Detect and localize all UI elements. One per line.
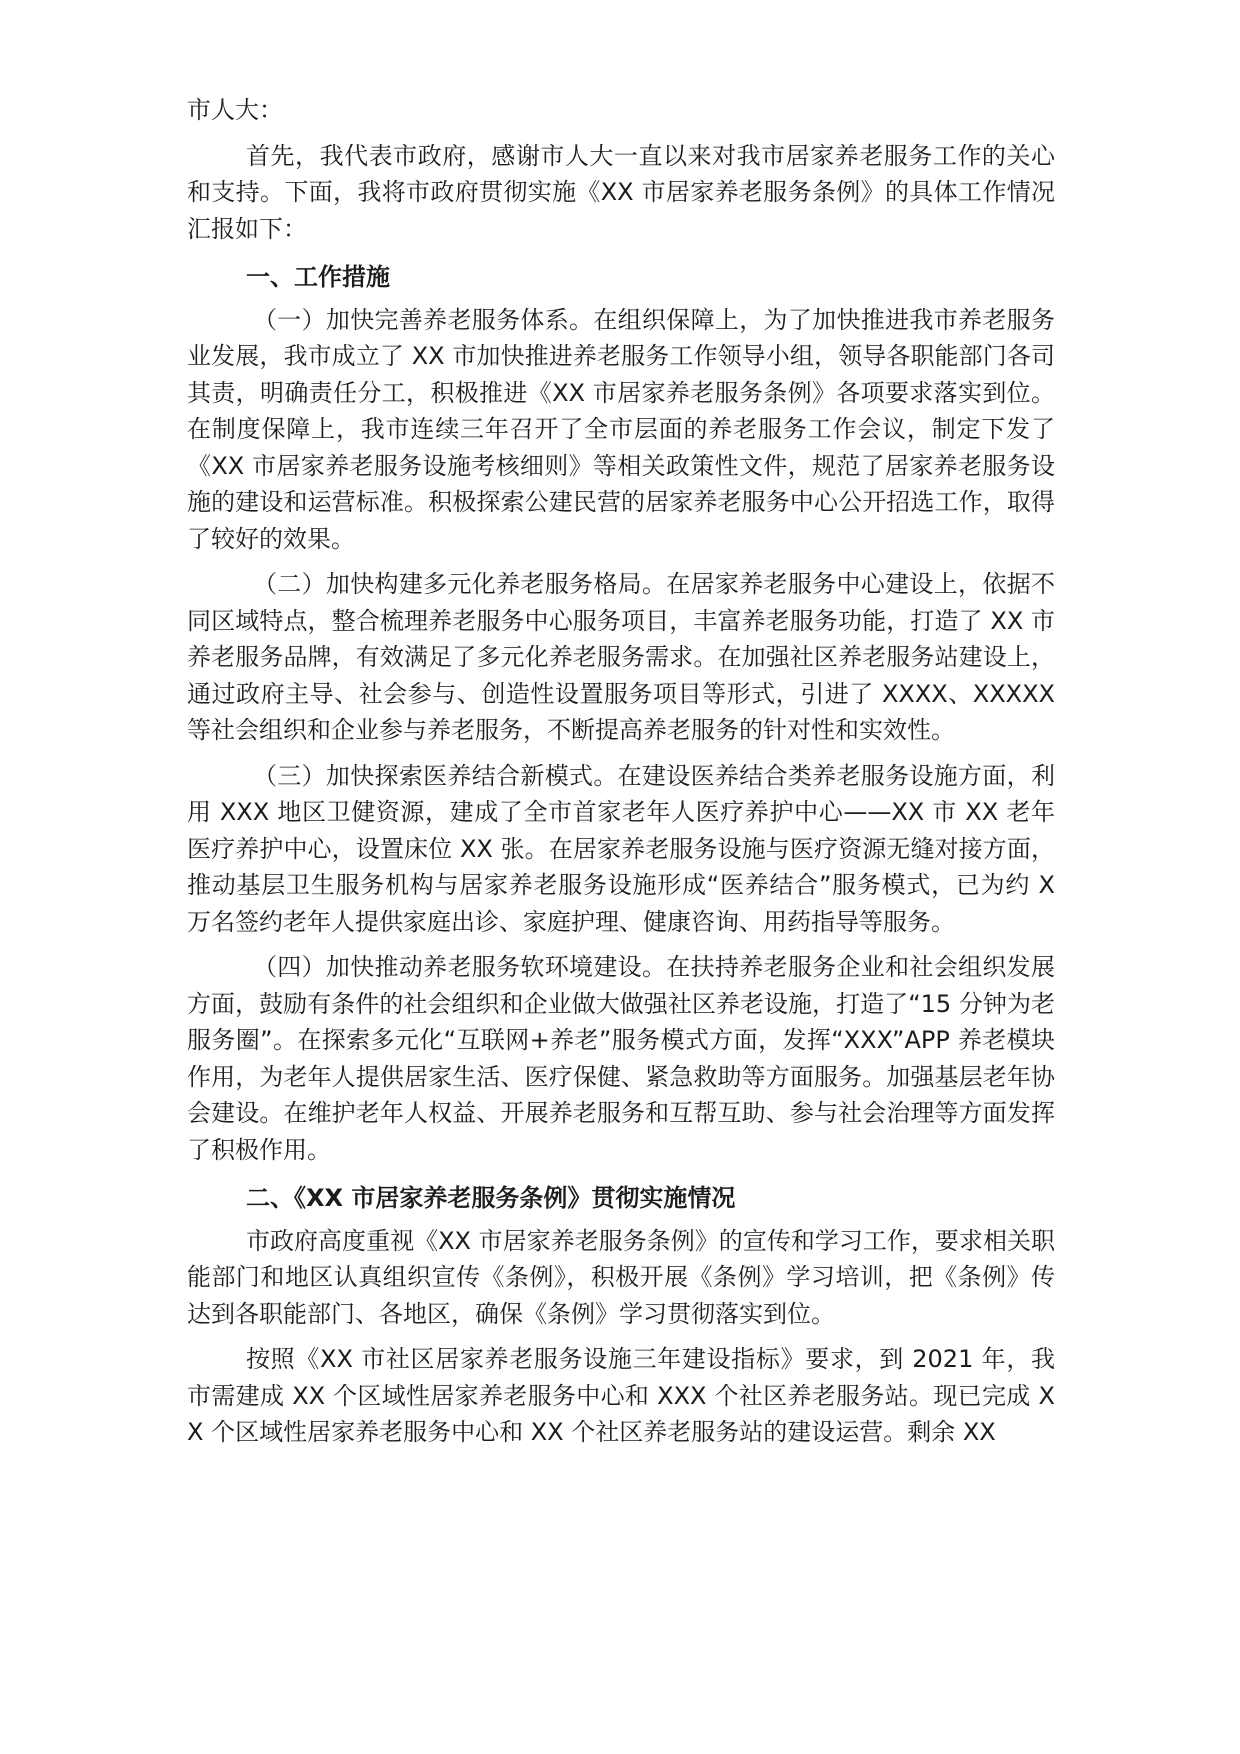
body-paragraph: （二）加快构建多元化养老服务格局。在居家养老服务中心建设上，依据不同区域特点，整合梳理养老服务中心服务项目，丰富养老服务功能，打造了 XX 市养老服务品牌，有效满足了多元化养老服务需求。在加强社区养老服务站建设上，通过政府主导、社会参与、创造性设置服务项目等形式，引进了 XXXX、XXXXX 等社会组织和企业参与养老服务，不断提高养老服务的针对性和实效性。 <box>187 570 1055 744</box>
section-heading-2: 二、《XX 市居家养老服务条例》贯彻实施情况 <box>246 1184 736 1212</box>
salutation: 市人大： <box>187 96 283 124</box>
section-heading-1: 一、工作措施 <box>246 263 390 291</box>
body-paragraph: （四）加快推动养老服务软环境建设。在扶持养老服务企业和社会组织发展方面，鼓励有条件的社会组织和企业做大做强社区养老设施，打造了“15 分钟为老服务圈”。在探索多元化“互联网+养老”服务模式方面，发挥“XXX”APP 养老模块作用，为老年人提供居家生活、医疗保健、紧急救助等方面服务。加强基层老年协会建设。在维护老年人权益、开展养老服务和互帮互助、参与社会治理等方面发挥了积极作用。 <box>187 953 1055 1164</box>
body-paragraph: （一）加快完善养老服务体系。在组织保障上，为了加快推进我市养老服务业发展，我市成立了 XX 市加快推进养老服务工作领导小组，领导各职能部门各司其责，明确责任分工，积极推进《XX 市居家养老服务条例》各项要求落实到位。在制度保障上，我市连续三年召开了全市层面的养老服务工作会议，制定下发了《XX 市居家养老服务设施考核细则》等相关政策性文件，规范了居家养老服务设施的建设和运营标准。积极探索公建民营的居家养老服务中心公开招选工作，取得了较好的效果。 <box>187 305 1055 553</box>
intro-paragraph: 首先，我代表市政府，感谢市人大一直以来对我市居家养老服务工作的关心和支持。下面，我将市政府贯彻实施《XX 市居家养老服务条例》的具体工作情况汇报如下： <box>187 141 1055 243</box>
body-paragraph: 按照《XX 市社区居家养老服务设施三年建设指标》要求，到 2021 年，我市需建成 XX 个区域性居家养老服务中心和 XXX 个社区养老服务站。现已完成 XX 个区域性居家养老服务中心和 XX 个社区养老服务站的建设运营。剩余 XX <box>187 1345 1055 1446</box>
document-page <box>187 92 1055 1451</box>
body-paragraph: （三）加快探索医养结合新模式。在建设医养结合类养老服务设施方面，利用 XXX 地区卫健资源，建成了全市首家老年人医疗养护中心——XX 市 XX 老年医疗养护中心，设置床位 XX 张。在居家养老服务设施与医疗资源无缝对接方面，推动基层卫生服务机构与居家养老服务设施形成“医养结合”服务模式，已为约 X 万名签约老年人提供家庭出诊、家庭护理、健康咨询、用药指导等服务。 <box>187 761 1055 936</box>
body-paragraph: 市政府高度重视《XX 市居家养老服务条例》的宣传和学习工作，要求相关职能部门和地区认真组织宣传《条例》，积极开展《条例》学习培训，把《条例》传达到各职能部门、各地区，确保《条例》学习贯彻落实到位。 <box>187 1226 1055 1328</box>
